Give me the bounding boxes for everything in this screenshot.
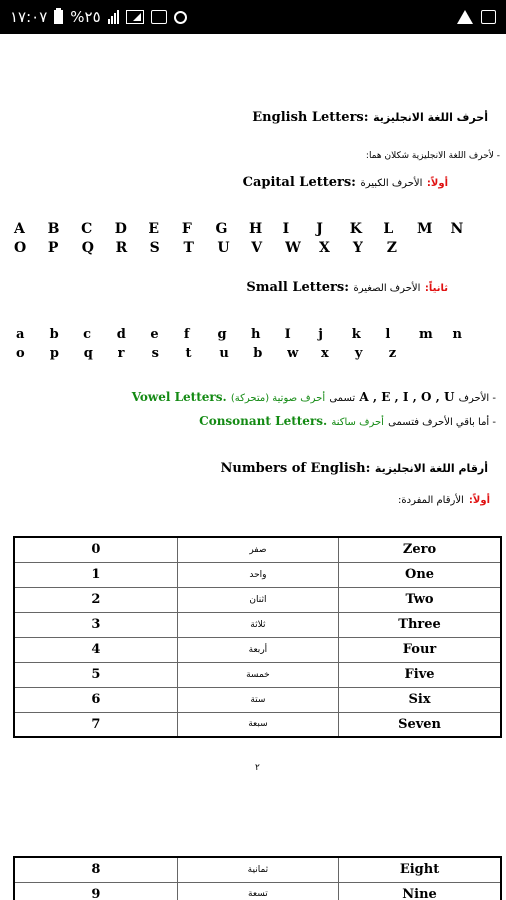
table-row xyxy=(14,857,501,882)
vowel-prefix: - الأحرف xyxy=(458,393,496,404)
capital-ar: الأحرف الكبيرة xyxy=(360,178,423,189)
number-cell: 9 xyxy=(14,882,177,900)
letter: Y xyxy=(352,240,363,256)
english-cell: Four xyxy=(339,637,501,662)
number-cell: 1 xyxy=(14,562,177,587)
small-row-2 xyxy=(16,346,486,361)
letter: l xyxy=(385,327,391,342)
english-cell: Seven xyxy=(339,712,501,737)
letter: p xyxy=(49,346,59,361)
intro-text: - لأحرف اللغة الانجليزية شكلان هما: xyxy=(365,151,500,161)
table-row xyxy=(14,612,501,637)
english-cell: Nine xyxy=(339,882,501,900)
heading2-ar: أرقام اللغة الانجليزية xyxy=(374,462,488,475)
status-right xyxy=(457,10,496,24)
letter: x xyxy=(321,346,329,361)
consonant-en: Consonant Letters. xyxy=(199,414,328,428)
arabic-cell: ثمانية xyxy=(177,857,338,882)
letter: m xyxy=(418,327,433,342)
small-row-1 xyxy=(16,327,486,342)
letter: u xyxy=(219,346,229,361)
letter: s xyxy=(151,346,159,361)
number-cell: 6 xyxy=(14,687,177,712)
signal-bars-icon xyxy=(108,10,119,24)
numbers-table-2 xyxy=(13,856,502,900)
letter: c xyxy=(83,327,92,342)
heading-numbers xyxy=(221,461,488,476)
status-bar xyxy=(0,0,506,34)
english-cell: Two xyxy=(339,587,501,612)
letter: O xyxy=(14,240,27,256)
letter: X xyxy=(319,240,330,256)
arabic-cell: تسعة xyxy=(177,882,338,900)
letter: L xyxy=(383,221,394,237)
first-label: أولاً: xyxy=(426,178,448,189)
arabic-cell: خمسة xyxy=(177,662,338,687)
arabic-cell: صفر xyxy=(177,537,338,562)
battery-icon xyxy=(54,10,63,24)
letter: g xyxy=(217,327,227,342)
consonant-line xyxy=(199,414,496,428)
first-label-2: أولاً: xyxy=(468,495,490,506)
capital-en: Capital Letters: xyxy=(242,175,356,190)
letter: P xyxy=(47,240,59,256)
letter: t xyxy=(185,346,192,361)
sim-card-icon xyxy=(151,10,167,24)
heading2-en: Numbers of English: xyxy=(220,461,371,476)
number-cell: 2 xyxy=(14,587,177,612)
number-cell: 4 xyxy=(14,637,177,662)
small-en: Small Letters: xyxy=(246,280,349,295)
letter: I xyxy=(282,221,290,237)
letter: a xyxy=(16,327,25,342)
letter: b xyxy=(253,346,263,361)
letter: T xyxy=(183,240,194,256)
letter: b xyxy=(49,327,59,342)
signal-box-icon xyxy=(126,10,144,24)
table-row xyxy=(14,637,501,662)
small-ar: الأحرف الصغيرة xyxy=(353,283,421,294)
small-letters-label xyxy=(246,280,448,295)
vowel-en: Vowel Letters. xyxy=(131,390,227,404)
letter: B xyxy=(47,221,60,237)
consonant-green: أحرف ساكنة xyxy=(331,417,384,428)
letter: F xyxy=(181,221,192,237)
letter: q xyxy=(83,346,93,361)
alarm-icon xyxy=(174,11,187,24)
letter: D xyxy=(114,221,127,237)
english-cell: Six xyxy=(339,687,501,712)
letter: E xyxy=(148,221,159,237)
letter: n xyxy=(452,327,462,342)
letter: e xyxy=(150,327,159,342)
number-cell: 7 xyxy=(14,712,177,737)
letter: h xyxy=(251,327,261,342)
battery-percent: %٢٥ xyxy=(70,8,101,26)
arabic-cell: ستة xyxy=(177,687,338,712)
capital-row-2 xyxy=(14,240,484,256)
letter: d xyxy=(116,327,126,342)
capital-row-1 xyxy=(14,221,484,237)
letter: y xyxy=(354,346,363,361)
english-cell: Zero xyxy=(339,537,501,562)
letter: N xyxy=(450,221,464,237)
table-row xyxy=(14,562,501,587)
letter: A xyxy=(14,221,25,237)
numbers-table-1 xyxy=(13,536,502,738)
vowel-green: أحرف صوتية (متحركة) xyxy=(230,393,326,404)
letter: j xyxy=(318,327,323,342)
vowel-letters: A , E , I , O , U xyxy=(359,390,455,404)
vowel-mid: تسمى xyxy=(329,393,356,404)
single-numbers-ar: الأرقام المفردة: xyxy=(398,495,464,506)
warning-icon xyxy=(457,10,473,24)
letter: Z xyxy=(386,240,398,256)
letter: J xyxy=(316,221,323,237)
letter: r xyxy=(117,346,125,361)
letter: U xyxy=(217,240,230,256)
table-row xyxy=(14,662,501,687)
table-row xyxy=(14,687,501,712)
number-cell: 0 xyxy=(14,537,177,562)
english-cell: Five xyxy=(339,662,501,687)
letter: R xyxy=(115,240,128,256)
letter: o xyxy=(16,346,25,361)
letter: C xyxy=(81,221,93,237)
status-time: ١٧:٠٧ xyxy=(10,8,48,26)
letter: z xyxy=(388,346,397,361)
number-cell: 8 xyxy=(14,857,177,882)
arabic-cell: اثنان xyxy=(177,587,338,612)
english-cell: One xyxy=(339,562,501,587)
arabic-cell: سبعة xyxy=(177,712,338,737)
heading-english-letters xyxy=(252,110,488,125)
arabic-cell: ثلاثة xyxy=(177,612,338,637)
image-icon xyxy=(481,10,496,24)
second-label: ثانياً: xyxy=(424,283,448,294)
number-cell: 3 xyxy=(14,612,177,637)
letter: Q xyxy=(81,240,94,256)
capital-letters-label xyxy=(243,175,448,190)
table-row xyxy=(14,712,501,737)
letter: S xyxy=(149,240,160,256)
letter: K xyxy=(349,221,362,237)
heading1-en: English Letters: xyxy=(252,110,369,125)
vowel-line xyxy=(132,390,496,404)
consonant-prefix: - أما باقي الأحرف فتسمى xyxy=(388,417,496,428)
letter: M xyxy=(416,221,433,237)
heading1-ar: أحرف اللغة الانجليزية xyxy=(373,111,488,124)
english-cell: Three xyxy=(339,612,501,637)
table-row xyxy=(14,587,501,612)
letter: w xyxy=(287,346,299,361)
letter: f xyxy=(183,327,190,342)
letter: G xyxy=(215,221,228,237)
letter: I xyxy=(284,327,291,342)
letter: V xyxy=(251,240,263,256)
single-numbers-label xyxy=(398,488,490,507)
arabic-cell: أربعة xyxy=(177,637,338,662)
table-row xyxy=(14,537,501,562)
letter: k xyxy=(351,327,361,342)
letter: H xyxy=(249,221,263,237)
table-row xyxy=(14,882,501,900)
letter: W xyxy=(285,240,301,256)
arabic-cell: واحد xyxy=(177,562,338,587)
number-cell: 5 xyxy=(14,662,177,687)
status-left xyxy=(10,8,187,26)
english-cell: Eight xyxy=(339,857,501,882)
page-number: ٢ xyxy=(255,763,260,773)
